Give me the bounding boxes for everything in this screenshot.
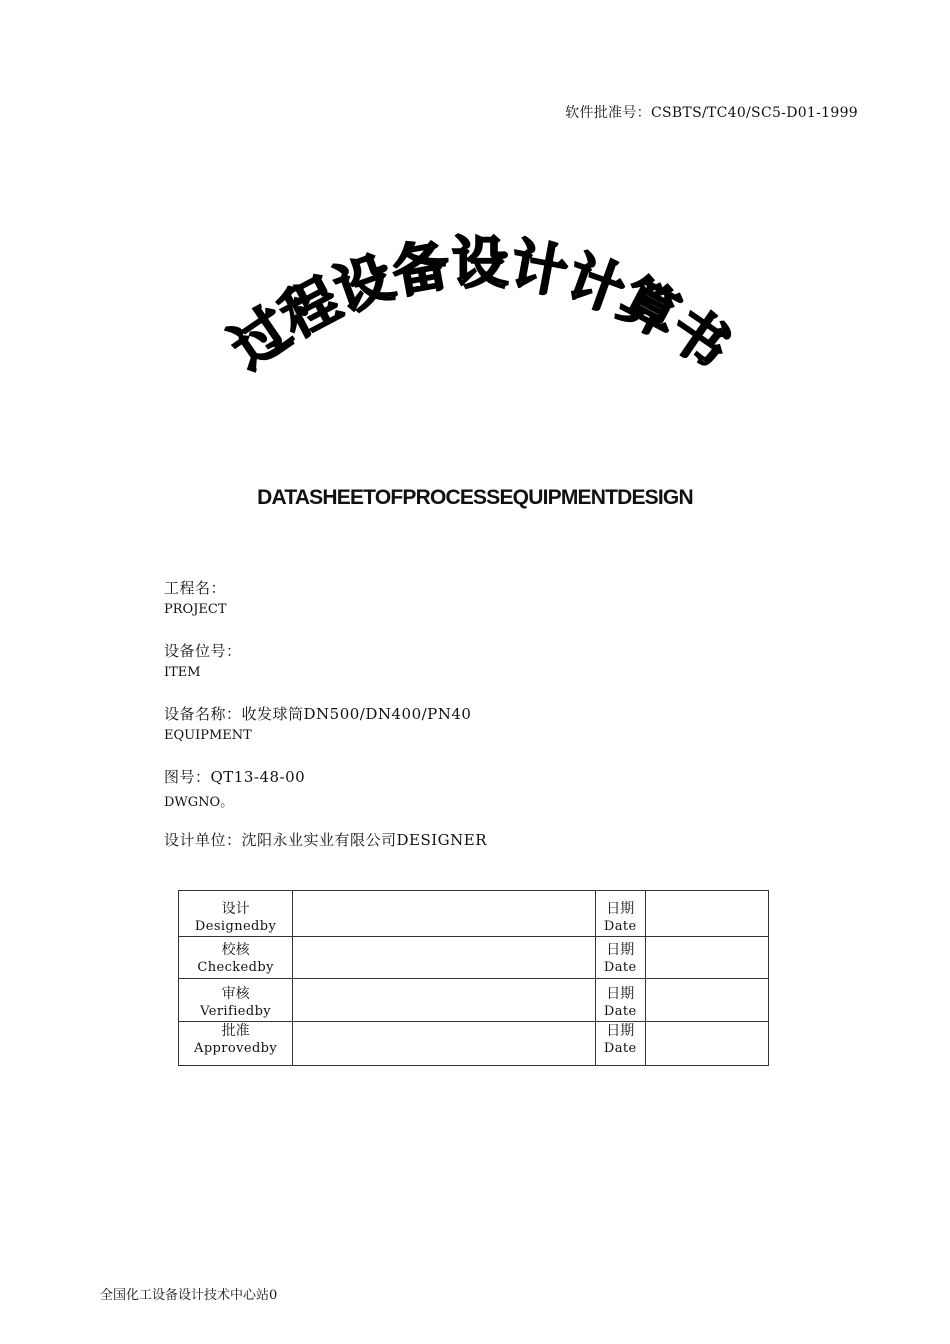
date-value-cell[interactable] xyxy=(645,937,768,979)
role-cell xyxy=(179,891,293,937)
date-cn: 日期 xyxy=(606,942,635,958)
date-value-cell[interactable] xyxy=(645,891,768,937)
drawing-field xyxy=(164,766,305,810)
date-value-cell[interactable] xyxy=(645,1022,768,1066)
date-cn: 日期 xyxy=(606,986,635,1002)
item-label-cn: 设备位号： xyxy=(164,642,242,660)
date-label-cell xyxy=(595,891,645,937)
table-row xyxy=(179,1022,769,1066)
role-cn: 审核 xyxy=(221,986,250,1002)
item-field xyxy=(164,640,242,680)
role-en: Verifiedby xyxy=(200,1004,272,1019)
footer-text: 全国化工设备设计技术中心站0 xyxy=(100,1288,278,1303)
role-en: Approvedby xyxy=(194,1041,278,1056)
drawing-label-en: DWGNO。 xyxy=(164,795,234,810)
date-label-cell xyxy=(595,979,645,1022)
project-label-cn: 工程名： xyxy=(164,579,227,597)
date-en: Date xyxy=(603,919,637,934)
table-row xyxy=(179,891,769,937)
table-row xyxy=(179,979,769,1022)
role-cell xyxy=(179,937,293,979)
english-title: DATASHEETOFPROCESSEQUIPMENTDESIGN xyxy=(257,486,693,509)
date-cn: 日期 xyxy=(606,1023,635,1039)
date-en: Date xyxy=(603,1041,637,1056)
date-value-cell[interactable] xyxy=(645,979,768,1022)
approval-number: 软件批准号：CSBTS/TC40/SC5-D01-1999 xyxy=(565,105,858,121)
equipment-label-cn: 设备名称：收发球筒DN500/DN400/PN40 xyxy=(164,705,472,723)
table-row xyxy=(179,937,769,979)
role-cn: 校核 xyxy=(221,942,250,958)
date-label-cell xyxy=(595,937,645,979)
role-cn: 设计 xyxy=(221,901,250,917)
arc-title-text xyxy=(220,232,741,382)
project-field xyxy=(164,577,227,617)
signature-cell[interactable] xyxy=(293,979,596,1022)
signature-cell[interactable] xyxy=(293,1022,596,1066)
role-cell xyxy=(179,979,293,1022)
role-cn: 批准 xyxy=(221,1023,250,1039)
date-en: Date xyxy=(603,960,637,975)
designer-label-cn: 设计单位：沈阳永业实业有限公司DESIGNER xyxy=(164,831,488,849)
item-label-en: ITEM xyxy=(164,665,201,680)
signature-table xyxy=(178,890,769,1066)
project-label-en: PROJECT xyxy=(164,602,227,617)
equipment-label-en: EQUIPMENT xyxy=(164,728,252,743)
drawing-label-cn: 图号：QT13-48-00 xyxy=(164,768,306,786)
signature-cell[interactable] xyxy=(293,891,596,937)
date-en: Date xyxy=(603,1004,637,1019)
arc-title-textpath: 过程设备设计计算书 xyxy=(219,231,741,382)
arc-title-wordart xyxy=(200,200,760,400)
signature-cell[interactable] xyxy=(293,937,596,979)
designer-field xyxy=(164,829,487,850)
date-label-cell xyxy=(595,1022,645,1066)
date-cn: 日期 xyxy=(606,901,635,917)
equipment-field xyxy=(164,703,471,743)
role-en: Checkedby xyxy=(197,960,274,975)
role-cell xyxy=(179,1022,293,1066)
role-en: Designedby xyxy=(194,919,277,934)
